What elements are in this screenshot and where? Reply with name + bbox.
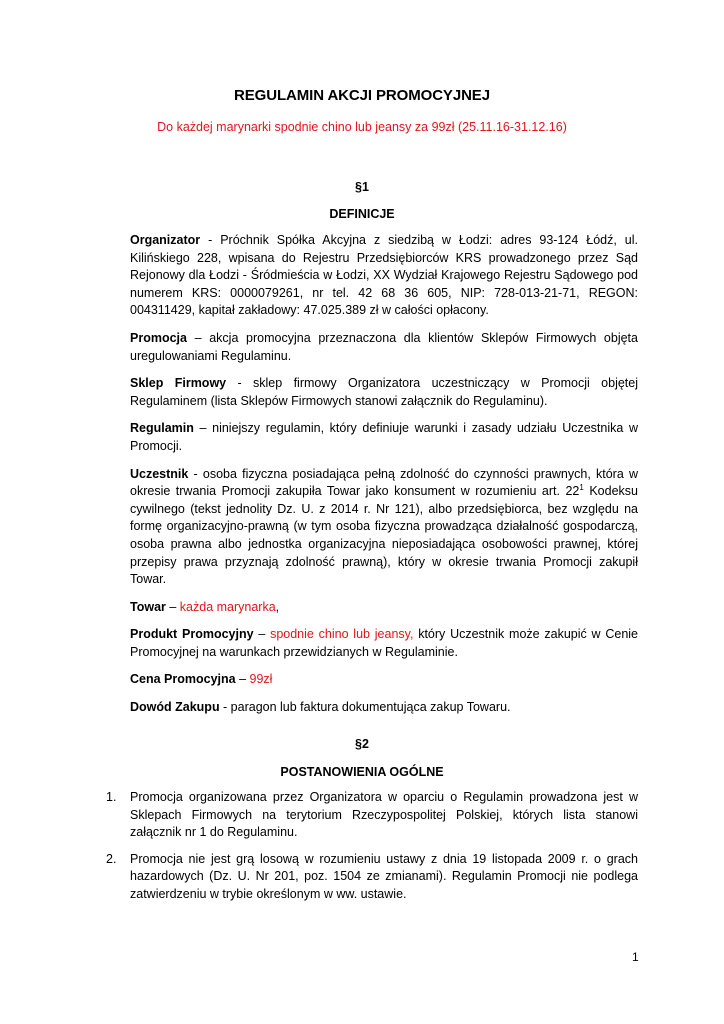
definition-text: Kodeksu cywilnego (tekst jednolity Dz. U. z 2014 r. Nr 121), albo przedsiębiorca, bez względu na formę organizacyjno-prawną (w tym osoba fizyczna prowadząca działalność gospodarczą, osoba prawna albo jednostka organizacyjna nieposiadająca osobowości prawnej, której przepisy prawa przyznają zdolność prawną), który w okresie trwania Promocji zakupił Towar.: [130, 484, 638, 587]
definition-text: – akcja promocyjna przeznaczona dla klientów Sklepów Firmowych objęta uregulowaniami Regulaminu.: [130, 330, 638, 363]
definition-separator: –: [253, 627, 271, 642]
definition-uczestnik: [130, 466, 638, 589]
page-subtitle: Do każdej marynarki spodnie chino lub jeansy za 99zł (25.11.16-31.12.16): [157, 120, 567, 134]
definition-organizator: [130, 232, 638, 320]
section-1-heading: DEFINICJE: [329, 207, 395, 221]
definition-dowod-zakupu: [130, 699, 638, 717]
definition-tail: ,: [275, 599, 280, 614]
superscript: 1: [579, 483, 584, 493]
definition-sklep-firmowy: [130, 375, 638, 410]
definition-text: - osoba fizyczna posiadająca pełną zdolność do czynności prawnych, która w okresie trwania Promocji zakupiła Towar jako konsument w rozumieniu art. 22: [130, 466, 638, 499]
definition-text: - Próchnik Spółka Akcyjna z siedzibą w Łodzi: adres 93-124 Łódź, ul. Kilińskiego 228, wpisana do Rejestru Przedsiębiorców KRS prowadzonego przez Sąd Rejonowy dla Łodzi - Śródmieścia w Łodzi, XX Wydział Krajowego Rejestru Sądowego pod numerem KRS: 0000079261, nr tel. 42 68 36 605, NIP: 728-013-21-71, REGON: 004311429, kapitał zakładowy: 47.025.389 zł w całości opłacony.: [130, 233, 638, 318]
definition-regulamin: [130, 420, 638, 455]
definition-cena-promocyjna: [130, 671, 638, 689]
definition-text: - paragon lub faktura dokumentująca zakup Towaru.: [219, 700, 511, 715]
list-item: [106, 851, 638, 904]
definition-text: - sklep firmowy Organizatora uczestniczący w Promocji objętej Regulaminem (lista Sklepów Firmowych stanowi załącznik do Regulaminu).: [130, 376, 638, 408]
definition-term: Towar: [130, 599, 166, 614]
definition-term: Cena Promocyjna: [130, 672, 236, 687]
page-number: 1: [632, 950, 639, 964]
definition-term: Sklep Firmowy: [130, 376, 227, 391]
definitions-block: [130, 232, 638, 727]
list-item-text: Promocja organizowana przez Organizatora w oparciu o Regulamin prowadzona jest w Sklepach Firmowych na terytorium Rzeczypospolitej Polskiej, których lista stanowi załącznik nr 1 do Regulaminu.: [130, 790, 638, 840]
general-provisions-list: [106, 789, 638, 913]
definition-tail: który Uczestnik może zakupić w Cenie Promocyjnej na warunkach przewidzianych w Regulaminie.: [130, 627, 638, 659]
definition-produkt-promocyjny: [130, 626, 638, 661]
section-2-number: §2: [355, 737, 369, 751]
definition-separator: –: [165, 599, 180, 614]
list-item-text: Promocja nie jest grą losową w rozumieniu ustawy z dnia 19 listopada 2009 r. o grach hazardowych (Dz. U. Nr 201, poz. 1504 ze zmianami). Regulamin Promocji nie podlega zatwierdzeniu w trybie określonym w ww. ustawie.: [130, 851, 638, 901]
definition-term: Uczestnik: [130, 466, 189, 481]
list-item: [106, 789, 638, 842]
definition-term: Dowód Zakupu: [130, 700, 220, 715]
list-item-number: 1.: [106, 790, 117, 804]
definition-promocja: [130, 330, 638, 365]
definition-value: 99zł: [249, 672, 273, 687]
definition-term: Regulamin: [130, 421, 194, 436]
definition-separator: –: [235, 672, 250, 687]
section-2-heading: POSTANOWIENIA OGÓLNE: [280, 765, 444, 779]
section-1-number: §1: [355, 180, 369, 194]
definition-value: każda marynarka: [179, 599, 276, 614]
definition-term: Organizator: [130, 233, 201, 247]
list-item-number: 2.: [106, 851, 117, 866]
definition-term: Promocja: [130, 330, 187, 345]
page-title: REGULAMIN AKCJI PROMOCYJNEJ: [234, 87, 490, 104]
definition-towar: [130, 599, 638, 617]
definition-term: Produkt Promocyjny: [130, 627, 254, 642]
definition-text: – niniejszy regulamin, który definiuje warunki i zasady udziału Uczestnika w Promocji.: [130, 421, 638, 453]
definition-value: spodnie chino lub jeansy,: [270, 627, 414, 642]
